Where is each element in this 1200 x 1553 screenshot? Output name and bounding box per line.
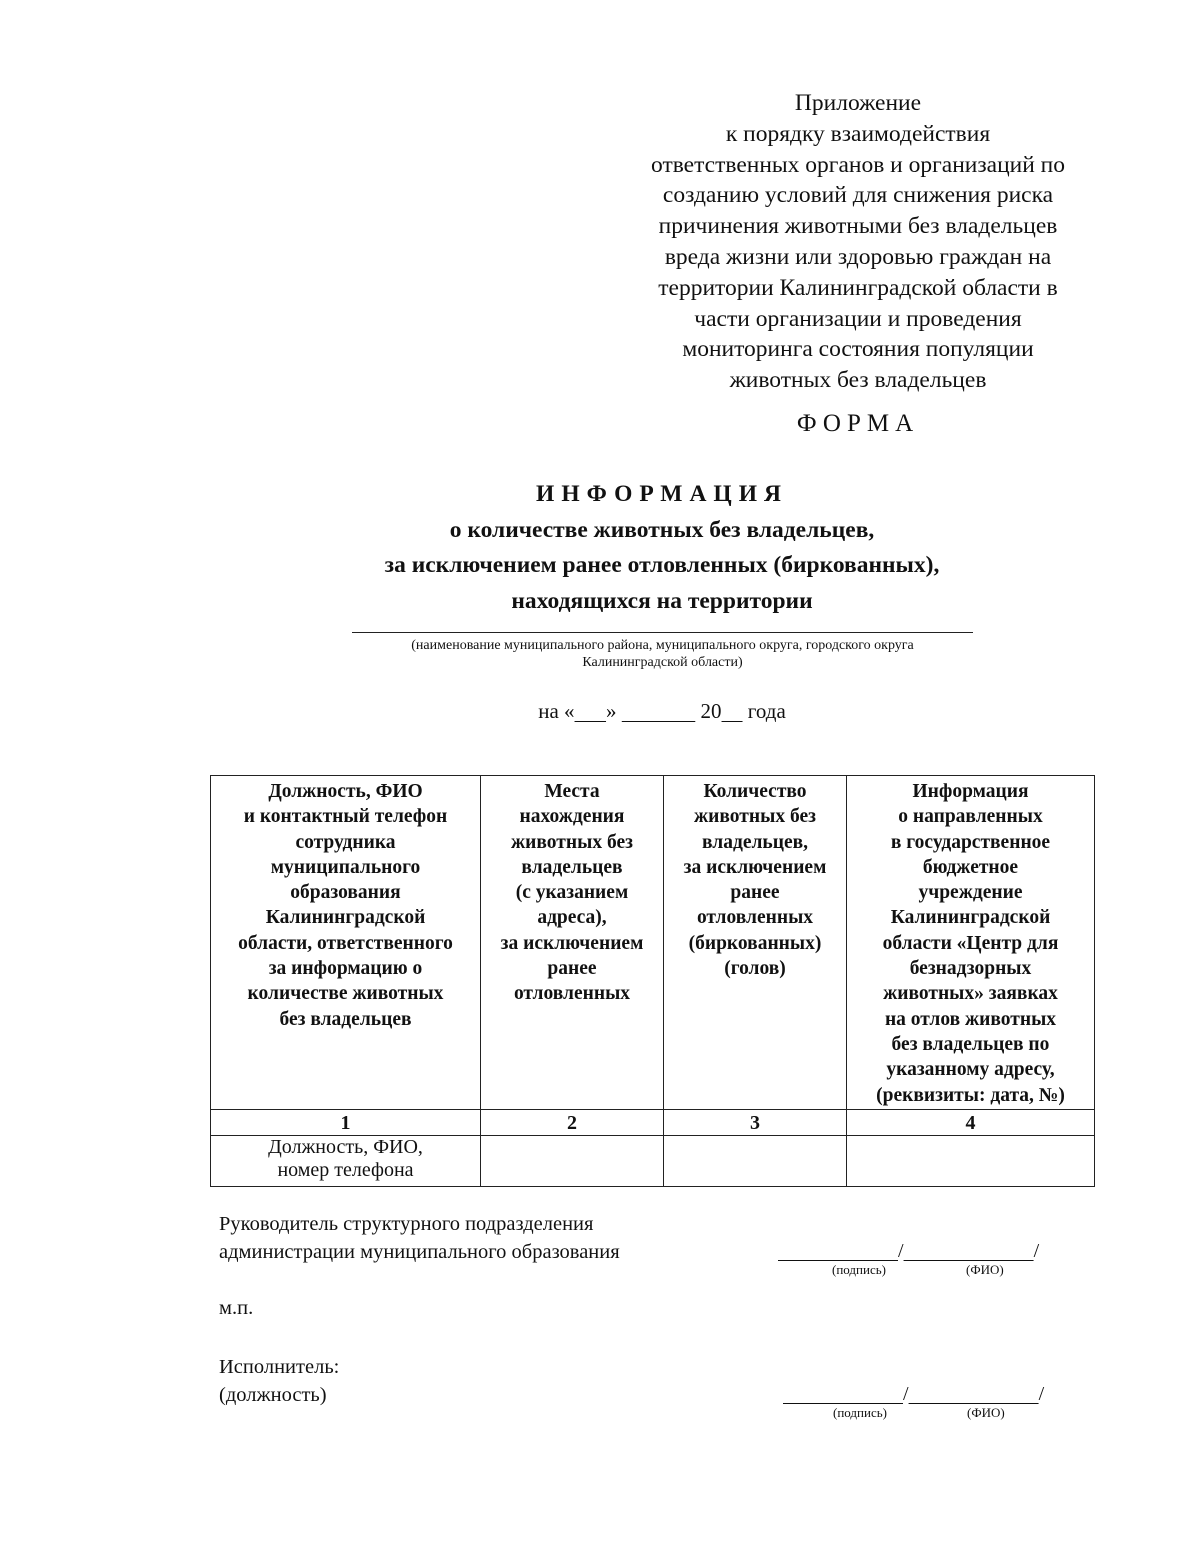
header-line: отловленных bbox=[696, 907, 814, 929]
column-number: 2 bbox=[481, 1110, 664, 1136]
header-line: без владельцев bbox=[279, 1008, 412, 1030]
header-line: ранее bbox=[547, 958, 597, 980]
header-line: (реквизиты: дата, №) bbox=[876, 1084, 1065, 1106]
header-line: (с указанием bbox=[515, 882, 629, 904]
header-line: владельцев, bbox=[701, 831, 809, 853]
header-line: в государственное bbox=[890, 831, 1051, 853]
slash: / bbox=[1038, 1383, 1045, 1405]
appendix-line: территории Калининградской области в bbox=[658, 274, 1058, 301]
header-line: отловленных bbox=[513, 983, 631, 1005]
name-blank[interactable] bbox=[909, 1383, 1039, 1405]
header-line: владельцев bbox=[521, 856, 623, 878]
executor-label bbox=[219, 1353, 339, 1409]
leader-label bbox=[219, 1210, 620, 1266]
leader-line: Руководитель структурного подразделения bbox=[219, 1213, 594, 1235]
report-date bbox=[300, 699, 1024, 724]
title-line: находящихся на территории bbox=[511, 587, 813, 614]
header-line: адреса), bbox=[537, 907, 607, 929]
cell-line: номер телефона bbox=[277, 1159, 414, 1181]
header-locations bbox=[481, 776, 664, 1110]
stamp-label: м.п. bbox=[219, 1297, 254, 1319]
column-number: 1 bbox=[211, 1110, 481, 1136]
hint-line: (наименование муниципального района, муниципального округа, городского округа bbox=[411, 638, 914, 653]
header-line: указанному адресу, bbox=[886, 1059, 1055, 1081]
header-capture-requests bbox=[847, 776, 1095, 1110]
form-label: ФОРМА bbox=[796, 410, 920, 437]
table-row bbox=[211, 1136, 1095, 1187]
slash: / bbox=[903, 1383, 909, 1405]
header-line: Информация bbox=[912, 781, 1029, 802]
header-line: животных» заявках bbox=[883, 983, 1058, 1005]
executor-signature bbox=[783, 1383, 1103, 1421]
appendix-line: мониторинга состояния популяции bbox=[682, 336, 1034, 363]
header-line: нахождения bbox=[519, 806, 625, 828]
header-line: области, ответственного bbox=[238, 932, 453, 954]
cell-line: Должность, ФИО, bbox=[268, 1136, 423, 1158]
name-hint: (ФИО) bbox=[967, 1405, 1005, 1420]
appendix-line: созданию условий для снижения риска bbox=[662, 182, 1054, 209]
hint-line: Калининградской области) bbox=[582, 655, 743, 670]
header-line: Количество bbox=[703, 781, 807, 802]
appendix-line: животных без владельцев bbox=[729, 367, 987, 394]
appendix-line: вреда жизни или здоровью граждан на bbox=[664, 243, 1052, 270]
header-line: (голов) bbox=[724, 958, 786, 980]
header-line: количестве животных bbox=[247, 983, 444, 1005]
month-blank[interactable] bbox=[622, 699, 696, 723]
header-line: сотрудника bbox=[295, 831, 396, 853]
slash: / bbox=[898, 1240, 904, 1262]
year-prefix: 20 bbox=[695, 699, 722, 723]
signature-hint: (подпись) bbox=[832, 1262, 886, 1277]
signature-blank[interactable] bbox=[783, 1383, 903, 1405]
header-line: (биркованных) bbox=[688, 932, 822, 954]
appendix-line: части организации и проведения bbox=[694, 305, 1022, 332]
document-title bbox=[300, 477, 1024, 619]
header-responsible-person bbox=[211, 776, 481, 1110]
appendix-line: ответственных органов и организаций по bbox=[651, 151, 1065, 178]
column-number: 3 bbox=[664, 1110, 847, 1136]
appendix-block bbox=[600, 88, 1116, 396]
title-main: ИНФОРМАЦИЯ bbox=[536, 481, 788, 507]
cell-capture-requests[interactable] bbox=[847, 1136, 1095, 1187]
territory-name-hint bbox=[352, 637, 973, 671]
header-animal-count bbox=[664, 776, 847, 1110]
header-line: животных без bbox=[694, 806, 816, 828]
header-line: бюджетное bbox=[922, 856, 1019, 878]
appendix-line: к порядку взаимодействия bbox=[725, 120, 991, 147]
header-line: животных без bbox=[511, 831, 633, 853]
header-line: за исключением bbox=[500, 932, 644, 954]
header-line: ранее bbox=[730, 882, 780, 904]
column-number-row bbox=[211, 1110, 1095, 1136]
info-table bbox=[210, 775, 1095, 1187]
header-line: Калининградской bbox=[265, 907, 426, 929]
signature-hint: (подпись) bbox=[833, 1405, 887, 1420]
header-line: образования bbox=[290, 882, 401, 904]
date-prefix: на « bbox=[538, 699, 575, 723]
title-line: за исключением ранее отловленных (биркованных), bbox=[384, 552, 940, 578]
name-blank[interactable] bbox=[904, 1240, 1034, 1262]
name-hint: (ФИО) bbox=[966, 1262, 1004, 1277]
header-line: Калининградской bbox=[890, 907, 1051, 929]
cell-animal-count[interactable] bbox=[664, 1136, 847, 1187]
cell-locations[interactable] bbox=[481, 1136, 664, 1187]
executor-line: (должность) bbox=[219, 1384, 327, 1406]
year-blank[interactable] bbox=[722, 699, 743, 723]
header-line: учреждение bbox=[918, 882, 1023, 904]
column-number: 4 bbox=[847, 1110, 1095, 1136]
header-line: на отлов животных bbox=[884, 1008, 1057, 1030]
header-line: области «Центр для bbox=[882, 932, 1059, 954]
header-line: за исключением bbox=[683, 856, 827, 878]
cell-responsible-person[interactable] bbox=[211, 1136, 481, 1187]
header-line: без владельцев по bbox=[891, 1033, 1050, 1055]
table-header-row bbox=[211, 776, 1095, 1110]
date-suffix: года bbox=[742, 699, 786, 723]
leader-line: администрации муниципального образования bbox=[219, 1241, 620, 1263]
day-blank[interactable] bbox=[575, 699, 607, 723]
slash: / bbox=[1033, 1240, 1040, 1262]
header-line: и контактный телефон bbox=[243, 806, 448, 828]
territory-name-blank[interactable] bbox=[352, 632, 973, 633]
header-line: Места bbox=[544, 781, 600, 802]
date-mid: » bbox=[606, 699, 622, 723]
header-line: муниципального bbox=[270, 856, 421, 878]
leader-signature bbox=[778, 1240, 1098, 1278]
appendix-line: Приложение bbox=[794, 90, 922, 116]
executor-line: Исполнитель: bbox=[219, 1356, 340, 1378]
header-line: Должность, ФИО bbox=[268, 781, 423, 802]
header-line: за информацию о bbox=[268, 958, 423, 980]
signature-blank[interactable] bbox=[778, 1240, 898, 1262]
appendix-line: причинения животными без владельцев bbox=[658, 213, 1058, 240]
title-line: о количестве животных без владельцев, bbox=[449, 516, 875, 543]
header-line: о направленных bbox=[898, 806, 1043, 828]
header-line: безнадзорных bbox=[909, 958, 1032, 980]
